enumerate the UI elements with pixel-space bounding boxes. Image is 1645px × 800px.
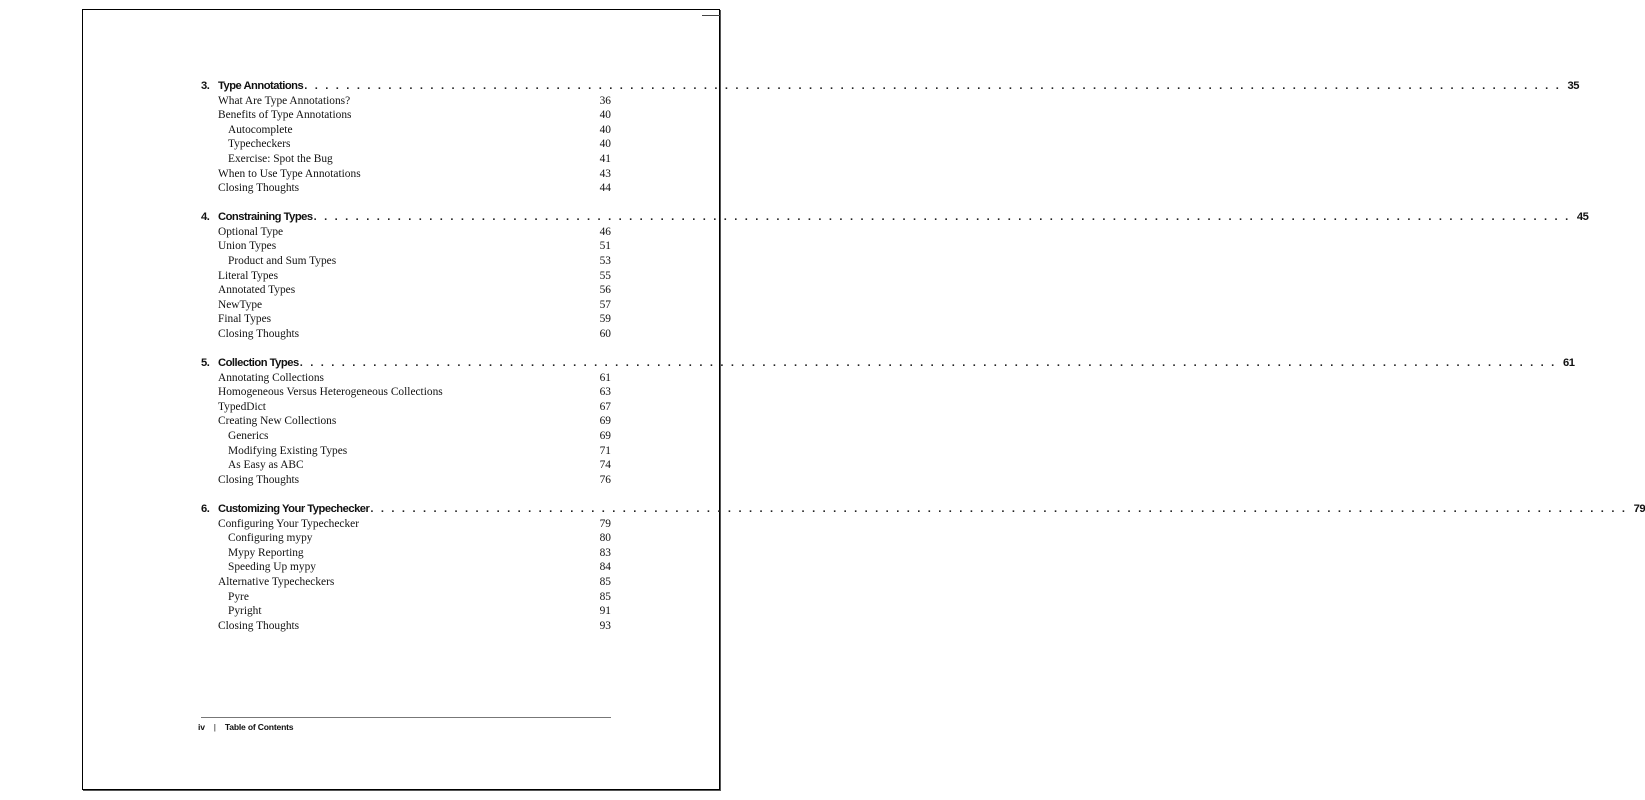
section-title: Product and Sum Types (228, 255, 337, 268)
section-title: TypedDict (218, 400, 266, 413)
section-page-number: 41 (599, 152, 611, 165)
section-page-number: 91 (599, 605, 611, 618)
table-of-contents (201, 79, 1645, 648)
chapter-title: Collection Types (218, 357, 299, 370)
section-title: NewType (218, 298, 263, 311)
section-page-number: 84 (599, 561, 611, 574)
section-page-number: 63 (599, 386, 611, 399)
section-page-number: 93 (599, 619, 611, 632)
section-title: Closing Thoughts (218, 328, 300, 340)
toc-section-entry[interactable] (201, 385, 611, 400)
section-page-number: 74 (599, 459, 611, 472)
toc-subsection-entry[interactable] (201, 123, 611, 138)
chapter-title: Customizing Your Typechecker (218, 502, 370, 515)
section-title: Annotating Collections (218, 371, 324, 384)
section-page-number: 85 (599, 590, 611, 603)
toc-subsection-entry[interactable] (201, 458, 611, 473)
section-title: Closing Thoughts (218, 182, 300, 195)
section-title: Mypy Reporting (228, 546, 304, 559)
toc-section-entry[interactable] (201, 619, 611, 634)
toc-section-entry[interactable] (201, 371, 611, 386)
section-page-number: 69 (599, 430, 611, 443)
section-page-number: 69 (599, 415, 611, 428)
toc-subsection-entry[interactable] (201, 429, 611, 444)
toc-section-entry[interactable] (201, 400, 611, 415)
toc-section-entry[interactable] (201, 94, 611, 109)
chapter-number: 6. (201, 502, 210, 515)
section-title: Closing Thoughts (218, 473, 300, 486)
toc-chapter-entry[interactable] (201, 356, 1575, 371)
footer-separator: | (213, 722, 216, 732)
section-page-number: 61 (599, 371, 611, 384)
dot-leader: . . . . . . . . . . . . . . . . . . . . . . . . . . . . . . . . . . . . . . . . . . . . . . . . . . . . . . . . . . . . . . . . . . . . . . . . . . . . . . . . . . . . . . . . . . . . . . . . . . . . . . . . . . . . . . . . . . . . . . . . (299, 357, 1557, 370)
toc-subsection-entry[interactable] (201, 531, 611, 546)
section-page-number: 60 (599, 328, 611, 340)
section-title: Speeding Up mypy (228, 561, 316, 574)
section-page-number: 85 (599, 575, 611, 588)
toc-section-entry[interactable] (201, 327, 611, 342)
dot-leader: . . . . . . . . . . . . . . . . . . . . . . . . . . . . . . . . . . . . . . . . . . . . . . . . . . . . . . . . . . . . . . . . . . . . . . . . . . . . . . . . . . . . . . . . . . . . . . . . . . . . . . . . . . . . . . . . . . . . . . . . (313, 211, 1571, 224)
section-title: Modifying Existing Types (228, 444, 348, 457)
toc-subsection-entry[interactable] (201, 546, 611, 561)
section-title: Pyre (228, 590, 249, 603)
toc-subsection-entry[interactable] (201, 152, 611, 167)
chapter-page-number: 35 (1567, 80, 1579, 92)
section-title: What Are Type Annotations? (218, 94, 351, 107)
section-title: Generics (228, 430, 269, 443)
toc-section-entry[interactable] (201, 517, 611, 532)
toc-subsection-entry[interactable] (201, 604, 611, 619)
page-corner-mark (702, 9, 720, 16)
section-title: Configuring mypy (228, 532, 313, 545)
section-page-number: 40 (599, 123, 611, 136)
section-title: Literal Types (218, 269, 279, 282)
section-page-number: 44 (599, 182, 611, 195)
chapter-title: Type Annotations (218, 80, 304, 92)
toc-chapter (201, 79, 1579, 196)
chapter-number: 5. (201, 357, 210, 370)
section-title: Creating New Collections (218, 415, 337, 428)
toc-section-entry[interactable] (201, 298, 611, 313)
toc-chapter (201, 502, 1645, 633)
toc-section-entry[interactable] (201, 181, 611, 196)
toc-section-entry[interactable] (201, 239, 611, 254)
chapter-title: Constraining Types (218, 211, 313, 224)
section-title: As Easy as ABC (228, 459, 304, 472)
chapter-page-number: 79 (1633, 502, 1645, 515)
section-title: Pyright (228, 605, 262, 618)
section-page-number: 43 (599, 167, 611, 180)
toc-subsection-entry[interactable] (201, 590, 611, 605)
toc-chapter (201, 210, 1589, 341)
chapter-page-number: 45 (1576, 211, 1589, 224)
toc-chapter-entry[interactable] (201, 502, 1645, 517)
section-title: Configuring Your Typechecker (218, 517, 360, 530)
section-page-number: 71 (599, 444, 611, 457)
section-page-number: 40 (599, 138, 611, 151)
footer-rule (201, 717, 611, 718)
section-page-number: 83 (599, 546, 611, 559)
section-title: Exercise: Spot the Bug (228, 152, 333, 165)
toc-section-entry[interactable] (201, 414, 611, 429)
section-page-number: 80 (599, 532, 611, 545)
chapter-page-number: 61 (1562, 357, 1575, 370)
page-footer (198, 722, 293, 732)
section-title: Autocomplete (228, 123, 293, 136)
section-title: Typecheckers (228, 138, 291, 151)
dot-leader: . . . . . . . . . . . . . . . . . . . . . . . . . . . . . . . . . . . . . . . . . . . . . . . . . . . . . . . . . . . . . . . . . . . . . . . . . . . . . . . . . . . . . . . . . . . . . . . . . . . . . . . . . . . . . . . . . . . . . . . . (304, 80, 1561, 92)
section-page-number: 51 (599, 240, 611, 253)
section-page-number: 36 (599, 94, 611, 107)
section-page-number: 46 (599, 225, 611, 238)
section-page-number: 55 (599, 269, 611, 282)
toc-section-entry[interactable] (201, 167, 611, 182)
toc-subsection-entry[interactable] (201, 444, 611, 459)
toc-section-entry[interactable] (201, 269, 611, 284)
dot-leader: . . . . . . . . . . . . . . . . . . . . . . . . . . . . . . . . . . . . . . . . . . . . . . . . . . . . . . . . . . . . . . . . . . . . . . . . . . . . . . . . . . . . . . . . . . . . . . . . . . . . . . . . . . . . . . . . . . . . . . . . (370, 502, 1628, 515)
footer-running-title: Table of Contents (224, 722, 294, 732)
toc-section-entry[interactable] (201, 225, 611, 240)
section-title: When to Use Type Annotations (218, 167, 361, 180)
section-page-number: 59 (599, 313, 611, 326)
section-title: Closing Thoughts (218, 619, 300, 632)
section-page-number: 53 (599, 255, 611, 268)
section-page-number: 56 (599, 284, 611, 297)
toc-subsection-entry[interactable] (201, 254, 611, 269)
toc-chapter (201, 356, 1575, 487)
section-title: Final Types (218, 313, 272, 326)
section-title: Homogeneous Versus Heterogeneous Collections (218, 386, 443, 399)
section-title: Optional Type (218, 225, 284, 238)
toc-section-entry[interactable] (201, 575, 611, 590)
section-page-number: 76 (599, 473, 611, 486)
section-title: Benefits of Type Annotations (218, 109, 352, 122)
toc-subsection-entry[interactable] (201, 560, 611, 575)
section-title: Annotated Types (218, 284, 296, 297)
section-page-number: 79 (599, 517, 611, 530)
section-page-number: 40 (599, 109, 611, 122)
footer-page-number: iv (198, 722, 205, 732)
section-page-number: 67 (599, 400, 611, 413)
section-title: Alternative Typecheckers (218, 575, 335, 588)
toc-section-entry[interactable] (201, 283, 611, 298)
section-title: Union Types (218, 240, 277, 253)
toc-chapter-entry[interactable] (201, 79, 1579, 94)
toc-chapter-entry[interactable] (201, 210, 1589, 225)
chapter-number: 4. (201, 211, 210, 224)
toc-subsection-entry[interactable] (201, 137, 611, 152)
chapter-number: 3. (201, 80, 210, 92)
section-page-number: 57 (599, 298, 611, 311)
toc-section-entry[interactable] (201, 108, 611, 123)
toc-section-entry[interactable] (201, 312, 611, 327)
toc-section-entry[interactable] (201, 473, 611, 488)
